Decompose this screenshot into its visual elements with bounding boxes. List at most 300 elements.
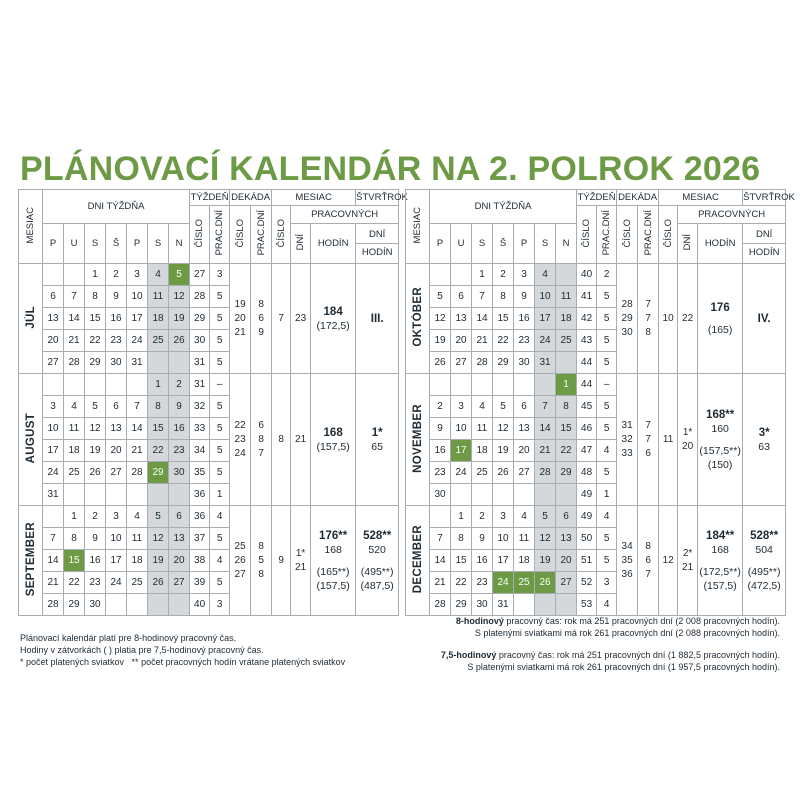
day-cell: 18 xyxy=(514,550,535,572)
day-cell: 23 xyxy=(430,462,451,484)
pracovnych-header: PRACOVNÝCH xyxy=(678,206,786,224)
decade-workdays: 8 6 7 xyxy=(638,506,659,616)
day-cell xyxy=(106,484,127,506)
day-cell xyxy=(556,352,577,374)
dekada-cislo-header: ČÍSLO xyxy=(230,206,251,264)
day-cell: 27 xyxy=(43,352,64,374)
week-number: 46 xyxy=(577,418,597,440)
week-number: 45 xyxy=(577,396,597,418)
day-cell xyxy=(451,374,472,396)
day-cell: 13 xyxy=(106,418,127,440)
day-cell: 22 xyxy=(451,572,472,594)
day-cell: 4 xyxy=(514,506,535,528)
month-workdays: 21 xyxy=(291,374,311,506)
day-cell: 29 xyxy=(148,462,169,484)
day-cell: 1 xyxy=(64,506,85,528)
week-number: 43 xyxy=(577,330,597,352)
week-number: 40 xyxy=(190,594,210,616)
week-row xyxy=(19,264,399,286)
footnote-line: S platenými sviatkami má rok 261 pracovných dní (1 957,5 pracovných hodín). xyxy=(467,662,780,672)
dekada-header: DEKÁDA xyxy=(617,190,659,206)
day-header: U xyxy=(64,224,85,264)
day-cell: 21 xyxy=(64,330,85,352)
week-workdays: 5 xyxy=(597,352,617,374)
tyzden-prac-dni-header: PRAC.DNÍ xyxy=(597,206,617,264)
day-cell: 16 xyxy=(85,550,106,572)
week-workdays: – xyxy=(210,374,230,396)
decade-numbers: 31 32 33 xyxy=(617,374,638,506)
day-cell: 6 xyxy=(556,506,577,528)
quarter-summary: 3* 63 xyxy=(743,374,786,506)
day-cell: 1 xyxy=(472,264,493,286)
day-cell: 22 xyxy=(556,440,577,462)
day-cell: 27 xyxy=(556,572,577,594)
day-cell: 21 xyxy=(43,572,64,594)
day-cell xyxy=(169,594,190,616)
month-hours: 176** 168 (165**) (157,5) xyxy=(311,506,356,616)
day-cell: 12 xyxy=(85,418,106,440)
day-header: N xyxy=(556,224,577,264)
month-hours: 176 (165) xyxy=(698,264,743,374)
day-cell: 31 xyxy=(127,352,148,374)
day-cell: 13 xyxy=(451,308,472,330)
day-cell: 12 xyxy=(430,308,451,330)
decade-workdays: 7 7 6 xyxy=(638,374,659,506)
quarter-summary: 528** 520 (495**) (487,5) xyxy=(356,506,399,616)
day-cell: 6 xyxy=(451,286,472,308)
day-cell: 23 xyxy=(169,440,190,462)
day-cell: 16 xyxy=(106,308,127,330)
day-cell xyxy=(148,352,169,374)
week-number: 36 xyxy=(190,506,210,528)
day-cell: 28 xyxy=(472,352,493,374)
week-workdays: 1 xyxy=(210,484,230,506)
quarter-summary: 1* 65 xyxy=(356,374,399,506)
day-cell: 2 xyxy=(493,264,514,286)
mesiac-dni-header: DNÍ xyxy=(291,224,311,264)
week-number: 53 xyxy=(577,594,597,616)
month-name: OKTÓBER xyxy=(406,264,430,374)
day-cell: 20 xyxy=(43,330,64,352)
day-cell: 22 xyxy=(493,330,514,352)
week-workdays: 4 xyxy=(597,440,617,462)
day-cell: 14 xyxy=(472,308,493,330)
day-cell: 7 xyxy=(64,286,85,308)
day-cell: 20 xyxy=(106,440,127,462)
day-cell: 24 xyxy=(451,462,472,484)
day-cell: 30 xyxy=(430,484,451,506)
mesiac-hodin-header: HODÍN xyxy=(311,224,356,264)
month-workdays: 1* 20 xyxy=(678,374,698,506)
week-number: 38 xyxy=(190,550,210,572)
day-cell: 26 xyxy=(535,572,556,594)
week-workdays: 4 xyxy=(210,550,230,572)
week-number: 44 xyxy=(577,352,597,374)
day-cell: 23 xyxy=(514,330,535,352)
tyzden-prac-dni-header: PRAC.DNÍ xyxy=(210,206,230,264)
day-cell: 28 xyxy=(43,594,64,616)
day-cell: 6 xyxy=(106,396,127,418)
day-header: S xyxy=(148,224,169,264)
day-cell: 18 xyxy=(64,440,85,462)
day-cell: 15 xyxy=(85,308,106,330)
day-cell: 9 xyxy=(430,418,451,440)
month-workdays: 1* 21 xyxy=(291,506,311,616)
pracovnych-header: PRACOVNÝCH xyxy=(291,206,399,224)
day-cell: 9 xyxy=(106,286,127,308)
week-number: 41 xyxy=(577,286,597,308)
dekada-cislo-header: ČÍSLO xyxy=(617,206,638,264)
day-cell: 17 xyxy=(451,440,472,462)
day-cell xyxy=(64,264,85,286)
day-cell: 2 xyxy=(169,374,190,396)
day-cell: 30 xyxy=(85,594,106,616)
day-cell xyxy=(43,264,64,286)
page-title: PLÁNOVACÍ KALENDÁR NA 2. POLROK 2026 xyxy=(20,150,761,188)
day-cell xyxy=(64,484,85,506)
day-cell: 5 xyxy=(148,506,169,528)
day-cell xyxy=(451,484,472,506)
day-cell: 4 xyxy=(535,264,556,286)
month-name: SEPTEMBER xyxy=(19,506,43,616)
day-cell: 29 xyxy=(556,462,577,484)
day-cell: 10 xyxy=(493,528,514,550)
day-cell: 19 xyxy=(148,550,169,572)
day-cell: 9 xyxy=(472,528,493,550)
day-cell: 30 xyxy=(514,352,535,374)
day-cell xyxy=(472,484,493,506)
day-cell xyxy=(43,374,64,396)
stvrtrok-header: ŠTVRŤROK xyxy=(743,190,786,206)
day-cell xyxy=(556,594,577,616)
day-cell: 10 xyxy=(43,418,64,440)
stvrtrok-dni-hodin-header: DNÍ HODÍN xyxy=(356,224,399,264)
day-cell xyxy=(535,484,556,506)
day-cell: 8 xyxy=(556,396,577,418)
day-cell: 21 xyxy=(472,330,493,352)
day-cell: 7 xyxy=(472,286,493,308)
week-workdays: 5 xyxy=(210,528,230,550)
day-cell: 25 xyxy=(64,462,85,484)
week-workdays: 5 xyxy=(597,418,617,440)
decade-workdays: 7 7 8 xyxy=(638,264,659,374)
decade-numbers: 25 26 27 xyxy=(230,506,251,616)
day-cell: 18 xyxy=(556,308,577,330)
mesiac-col-header: MESIAC xyxy=(19,190,43,264)
day-cell: 5 xyxy=(85,396,106,418)
dni-tyzdna-header: DNI TÝŽDŇA xyxy=(43,190,190,224)
day-cell: 22 xyxy=(85,330,106,352)
week-number: 51 xyxy=(577,550,597,572)
day-cell: 25 xyxy=(472,462,493,484)
day-cell: 26 xyxy=(493,462,514,484)
day-header: S xyxy=(85,224,106,264)
week-row xyxy=(19,374,399,396)
day-cell xyxy=(148,484,169,506)
day-cell xyxy=(514,374,535,396)
decade-numbers: 34 35 36 xyxy=(617,506,638,616)
day-cell: 11 xyxy=(472,418,493,440)
day-cell: 30 xyxy=(106,352,127,374)
week-workdays: 3 xyxy=(597,572,617,594)
day-cell xyxy=(535,374,556,396)
day-cell: 17 xyxy=(43,440,64,462)
week-workdays: 4 xyxy=(597,506,617,528)
day-cell: 4 xyxy=(148,264,169,286)
week-number: 50 xyxy=(577,528,597,550)
week-workdays: 5 xyxy=(210,352,230,374)
footnote-line: Plánovací kalendár platí pre 8-hodinový pracovný čas. xyxy=(20,633,237,643)
day-header: Š xyxy=(106,224,127,264)
day-cell: 2 xyxy=(430,396,451,418)
day-cell: 3 xyxy=(493,506,514,528)
quarter-summary: IV. xyxy=(743,264,786,374)
month-workdays: 23 xyxy=(291,264,311,374)
month-number: 9 xyxy=(272,506,291,616)
day-cell: 13 xyxy=(43,308,64,330)
day-cell: 25 xyxy=(514,572,535,594)
day-cell: 26 xyxy=(85,462,106,484)
day-cell: 22 xyxy=(148,440,169,462)
week-workdays: 5 xyxy=(597,550,617,572)
day-cell: 4 xyxy=(64,396,85,418)
day-cell: 14 xyxy=(430,550,451,572)
day-cell: 17 xyxy=(493,550,514,572)
decade-numbers: 19 20 21 xyxy=(230,264,251,374)
day-cell: 31 xyxy=(535,352,556,374)
decade-workdays: 8 5 8 xyxy=(251,506,272,616)
quarter-summary: 528** 504 (495**) (472,5) xyxy=(743,506,786,616)
dekada-prac-dni-header: PRAC.DNÍ xyxy=(251,206,272,264)
day-cell xyxy=(556,484,577,506)
dekada-prac-dni-header: PRAC.DNÍ xyxy=(638,206,659,264)
day-cell: 7 xyxy=(127,396,148,418)
week-number: 35 xyxy=(190,462,210,484)
day-cell: 6 xyxy=(514,396,535,418)
day-cell: 27 xyxy=(106,462,127,484)
day-cell: 12 xyxy=(535,528,556,550)
day-cell: 5 xyxy=(535,506,556,528)
mesiac-cislo-header: ČÍSLO xyxy=(272,206,291,264)
mesiac-col-header: MESIAC xyxy=(406,190,430,264)
mesiac-header: MESIAC xyxy=(272,190,356,206)
month-workdays: 22 xyxy=(678,264,698,374)
day-cell: 11 xyxy=(64,418,85,440)
day-cell: 14 xyxy=(127,418,148,440)
day-cell: 8 xyxy=(493,286,514,308)
day-cell: 27 xyxy=(514,462,535,484)
tyzden-cislo-header: ČÍSLO xyxy=(190,206,210,264)
day-cell xyxy=(514,594,535,616)
day-cell: 1 xyxy=(556,374,577,396)
mesiac-cislo-header: ČÍSLO xyxy=(659,206,678,264)
week-number: 42 xyxy=(577,308,597,330)
day-cell: 1 xyxy=(451,506,472,528)
week-number: 48 xyxy=(577,462,597,484)
week-number: 49 xyxy=(577,484,597,506)
day-cell: 9 xyxy=(514,286,535,308)
day-cell xyxy=(535,594,556,616)
day-header: U xyxy=(451,224,472,264)
month-hours: 184** 168 (172,5**) (157,5) xyxy=(698,506,743,616)
month-workdays: 2* 21 xyxy=(678,506,698,616)
month-hours: 168** 160 (157,5**) (150) xyxy=(698,374,743,506)
week-number: 33 xyxy=(190,418,210,440)
week-workdays: 5 xyxy=(597,330,617,352)
day-cell xyxy=(43,506,64,528)
day-cell: 10 xyxy=(535,286,556,308)
day-cell xyxy=(556,264,577,286)
day-cell: 28 xyxy=(430,594,451,616)
day-cell: 4 xyxy=(472,396,493,418)
day-cell: 1 xyxy=(148,374,169,396)
day-cell: 18 xyxy=(472,440,493,462)
week-workdays: 5 xyxy=(210,308,230,330)
day-cell: 10 xyxy=(451,418,472,440)
week-number: 40 xyxy=(577,264,597,286)
footnote-left xyxy=(20,632,345,668)
week-number: 49 xyxy=(577,506,597,528)
month-name: JÚL xyxy=(19,264,43,374)
mesiac-dni-header: DNÍ xyxy=(678,224,698,264)
day-cell: 7 xyxy=(535,396,556,418)
week-number: 28 xyxy=(190,286,210,308)
day-cell xyxy=(127,484,148,506)
day-cell: 27 xyxy=(169,572,190,594)
day-cell xyxy=(514,484,535,506)
day-cell: 16 xyxy=(514,308,535,330)
day-cell: 10 xyxy=(106,528,127,550)
day-header: Š xyxy=(493,224,514,264)
day-cell: 19 xyxy=(535,550,556,572)
week-workdays: 5 xyxy=(210,440,230,462)
day-cell xyxy=(451,264,472,286)
day-cell: 23 xyxy=(85,572,106,594)
day-cell: 11 xyxy=(556,286,577,308)
day-cell: 26 xyxy=(148,572,169,594)
day-cell: 21 xyxy=(127,440,148,462)
day-cell: 16 xyxy=(169,418,190,440)
decade-numbers: 22 23 24 xyxy=(230,374,251,506)
footnote-line: S platenými sviatkami má rok 261 pracovných dní (2 088 pracovných hodín). xyxy=(474,628,780,638)
day-cell: 23 xyxy=(106,330,127,352)
dni-tyzdna-header: DNI TÝŽDŇA xyxy=(430,190,577,224)
day-cell: 18 xyxy=(127,550,148,572)
footnote-line: 8-hodinový pracovný čas: rok má 251 pracovných dní (2 008 pracovných hodín). xyxy=(455,616,780,626)
day-cell: 19 xyxy=(85,440,106,462)
day-cell: 6 xyxy=(43,286,64,308)
week-workdays: 1 xyxy=(597,484,617,506)
day-cell: 14 xyxy=(64,308,85,330)
day-cell: 27 xyxy=(451,352,472,374)
tyzden-header: TÝŽDEŇ xyxy=(190,190,230,206)
week-workdays: 4 xyxy=(210,506,230,528)
week-workdays: – xyxy=(597,374,617,396)
day-cell: 26 xyxy=(430,352,451,374)
day-cell: 11 xyxy=(148,286,169,308)
day-cell: 6 xyxy=(169,506,190,528)
day-cell: 5 xyxy=(493,396,514,418)
week-number: 39 xyxy=(190,572,210,594)
decade-workdays: 6 8 7 xyxy=(251,374,272,506)
day-cell: 10 xyxy=(127,286,148,308)
week-number: 31 xyxy=(190,374,210,396)
week-workdays: 5 xyxy=(597,286,617,308)
tyzden-header: TÝŽDEŇ xyxy=(577,190,617,206)
decade-workdays: 8 6 9 xyxy=(251,264,272,374)
week-number: 29 xyxy=(190,308,210,330)
day-cell: 15 xyxy=(64,550,85,572)
day-cell: 29 xyxy=(64,594,85,616)
day-cell xyxy=(430,264,451,286)
week-workdays: 5 xyxy=(210,418,230,440)
day-cell xyxy=(493,374,514,396)
day-cell: 2 xyxy=(472,506,493,528)
day-cell: 3 xyxy=(514,264,535,286)
day-cell: 3 xyxy=(451,396,472,418)
day-cell: 13 xyxy=(556,528,577,550)
calendar-table-right xyxy=(405,189,795,616)
week-row xyxy=(19,506,399,528)
day-cell: 3 xyxy=(43,396,64,418)
day-cell: 25 xyxy=(556,330,577,352)
day-header: P xyxy=(514,224,535,264)
quarter-summary: III. xyxy=(356,264,399,374)
day-cell: 28 xyxy=(64,352,85,374)
footnote-line: * počet platených sviatkov ** počet pracovných hodín vrátane platených sviatkov xyxy=(20,657,346,667)
day-cell: 23 xyxy=(472,572,493,594)
month-name: NOVEMBER xyxy=(406,374,430,506)
week-workdays: 4 xyxy=(597,594,617,616)
day-cell: 7 xyxy=(43,528,64,550)
day-header: P xyxy=(127,224,148,264)
day-cell: 15 xyxy=(451,550,472,572)
calendar-table-left xyxy=(18,189,408,616)
week-number: 34 xyxy=(190,440,210,462)
day-cell: 30 xyxy=(169,462,190,484)
day-cell: 16 xyxy=(472,550,493,572)
day-cell: 19 xyxy=(430,330,451,352)
month-number: 7 xyxy=(272,264,291,374)
decade-numbers: 28 29 30 xyxy=(617,264,638,374)
day-cell: 20 xyxy=(556,550,577,572)
week-row xyxy=(406,374,786,396)
day-cell xyxy=(493,484,514,506)
month-hours: 168 (157,5) xyxy=(311,374,356,506)
day-cell: 8 xyxy=(64,528,85,550)
month-number: 12 xyxy=(659,506,678,616)
day-cell: 24 xyxy=(43,462,64,484)
day-cell: 24 xyxy=(493,572,514,594)
day-cell: 25 xyxy=(148,330,169,352)
day-cell: 15 xyxy=(148,418,169,440)
day-cell: 29 xyxy=(493,352,514,374)
day-cell: 9 xyxy=(85,528,106,550)
footnote-line: 7,5-hodinový pracovný čas: rok má 251 pracovných dní (1 882,5 pracovných hodín). xyxy=(440,650,780,660)
day-cell: 24 xyxy=(535,330,556,352)
week-workdays: 5 xyxy=(210,462,230,484)
day-cell xyxy=(169,352,190,374)
day-cell xyxy=(430,374,451,396)
day-cell: 17 xyxy=(535,308,556,330)
day-cell: 12 xyxy=(148,528,169,550)
day-header: N xyxy=(169,224,190,264)
day-cell xyxy=(106,594,127,616)
month-number: 11 xyxy=(659,374,678,506)
day-cell: 28 xyxy=(535,462,556,484)
day-cell: 29 xyxy=(451,594,472,616)
day-cell: 19 xyxy=(493,440,514,462)
